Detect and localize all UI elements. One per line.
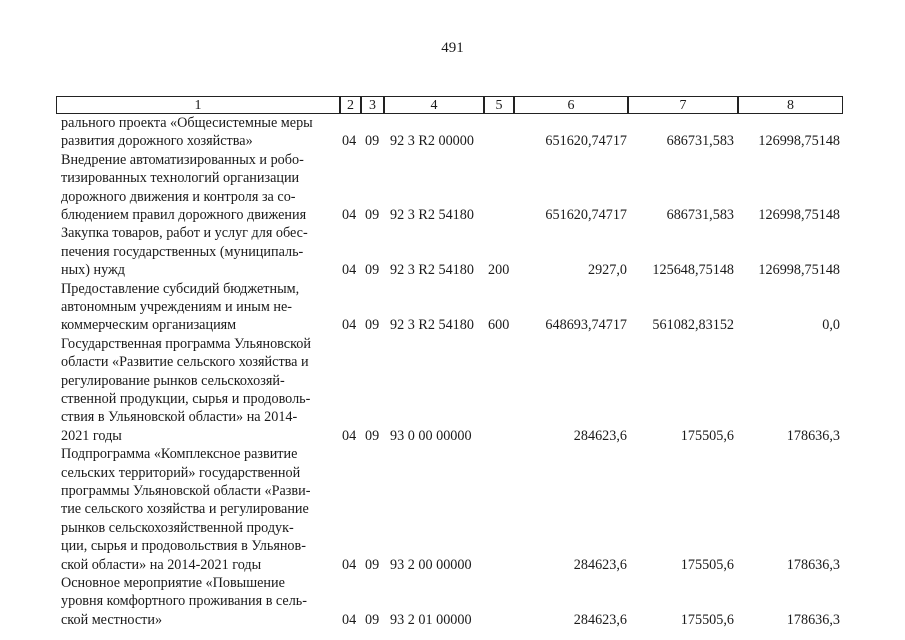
- header-col-5: 5: [484, 96, 514, 114]
- header-col-2: 2: [340, 96, 361, 114]
- row-amount-col7: 175505,6: [680, 556, 734, 573]
- row-target-article: 92 3 R2 00000: [390, 133, 474, 150]
- row-amount-col7: 175505,6: [680, 427, 734, 444]
- row-amount-col8: 126998,75148: [758, 206, 840, 223]
- row-amount-col6: 284623,6: [573, 611, 627, 628]
- row-subsection: 09: [365, 133, 380, 150]
- header-col-8: 8: [738, 96, 843, 114]
- row-amount-col8: 178636,3: [786, 556, 840, 573]
- row-amount-col8: 0,0: [822, 317, 840, 334]
- header-col-6: 6: [514, 96, 628, 114]
- row-description: Государственная программа Ульяновской области «Развитие сельского хозяйства и регулирование рынков сельскохозяй- ственной продукции, сырья и продоволь- ствия в Ульяновской области» на 2014- 2021 годы: [61, 335, 311, 444]
- row-subsection: 09: [365, 317, 380, 334]
- page-number: 491: [441, 40, 464, 56]
- row-amount-col7: 686731,583: [666, 133, 734, 150]
- row-subsection: 09: [365, 611, 380, 628]
- row-amount-col7: 175505,6: [680, 611, 734, 628]
- row-section: 04: [342, 556, 357, 573]
- row-target-article: 93 2 00 00000: [390, 556, 472, 573]
- row-amount-col7: 125648,75148: [652, 262, 734, 279]
- row-section: 04: [342, 262, 357, 279]
- row-amount-col8: 126998,75148: [758, 262, 840, 279]
- row-target-article: 92 3 R2 54180: [390, 317, 474, 334]
- row-expense-type: 200: [488, 262, 510, 279]
- row-description: Внедрение автоматизированных и робо- тизированных технологий организации дорожного движения и контроля за со- блюдением правил дорожного движения: [61, 151, 307, 224]
- header-col-3: 3: [361, 96, 384, 114]
- row-section: 04: [342, 427, 357, 444]
- row-target-article: 93 0 00 00000: [390, 427, 472, 444]
- row-section: 04: [342, 317, 357, 334]
- row-subsection: 09: [365, 427, 380, 444]
- row-description: рального проекта «Общесистемные меры развития дорожного хозяйства»: [61, 115, 313, 150]
- row-amount-col6: 284623,6: [573, 556, 627, 573]
- row-amount-col8: 178636,3: [786, 611, 840, 628]
- header-col-1: 1: [56, 96, 340, 114]
- row-description: Основное мероприятие «Повышение уровня комфортного проживания в сель- ской местности»: [61, 575, 307, 628]
- row-subsection: 09: [365, 262, 380, 279]
- header-col-4: 4: [384, 96, 484, 114]
- row-amount-col6: 651620,74717: [545, 133, 627, 150]
- row-description: Предоставление субсидий бюджетным, автономным учреждениям и иным не- коммерческим организациям: [61, 280, 300, 334]
- row-section: 04: [342, 133, 357, 150]
- row-amount-col6: 284623,6: [573, 427, 627, 444]
- row-target-article: 92 3 R2 54180: [390, 206, 474, 223]
- row-amount-col8: 178636,3: [786, 427, 840, 444]
- row-expense-type: 600: [488, 317, 510, 334]
- row-target-article: 93 2 01 00000: [390, 611, 472, 628]
- header-col-7: 7: [628, 96, 738, 114]
- row-amount-col8: 126998,75148: [758, 133, 840, 150]
- row-section: 04: [342, 206, 357, 223]
- row-subsection: 09: [365, 206, 380, 223]
- row-target-article: 92 3 R2 54180: [390, 262, 474, 279]
- row-amount-col7: 686731,583: [666, 206, 734, 223]
- row-description: Подпрограмма «Комплексное развитие сельских территорий» государственной программы Ульяновской области «Разви- тие сельского хозяйства и регулирование рынков сельскохозяйственной продук- ции, сырья и продовольствия в Ульянов- ской области» на 2014-2021 годы: [61, 446, 311, 573]
- row-amount-col6: 651620,74717: [545, 206, 627, 223]
- row-description: Закупка товаров, работ и услуг для обес- печения государственных (муниципаль- ных) нужд: [61, 225, 308, 279]
- row-amount-col6: 2927,0: [587, 262, 627, 279]
- row-amount-col7: 561082,83152: [652, 317, 734, 334]
- row-subsection: 09: [365, 556, 380, 573]
- row-section: 04: [342, 611, 357, 628]
- row-amount-col6: 648693,74717: [545, 317, 627, 334]
